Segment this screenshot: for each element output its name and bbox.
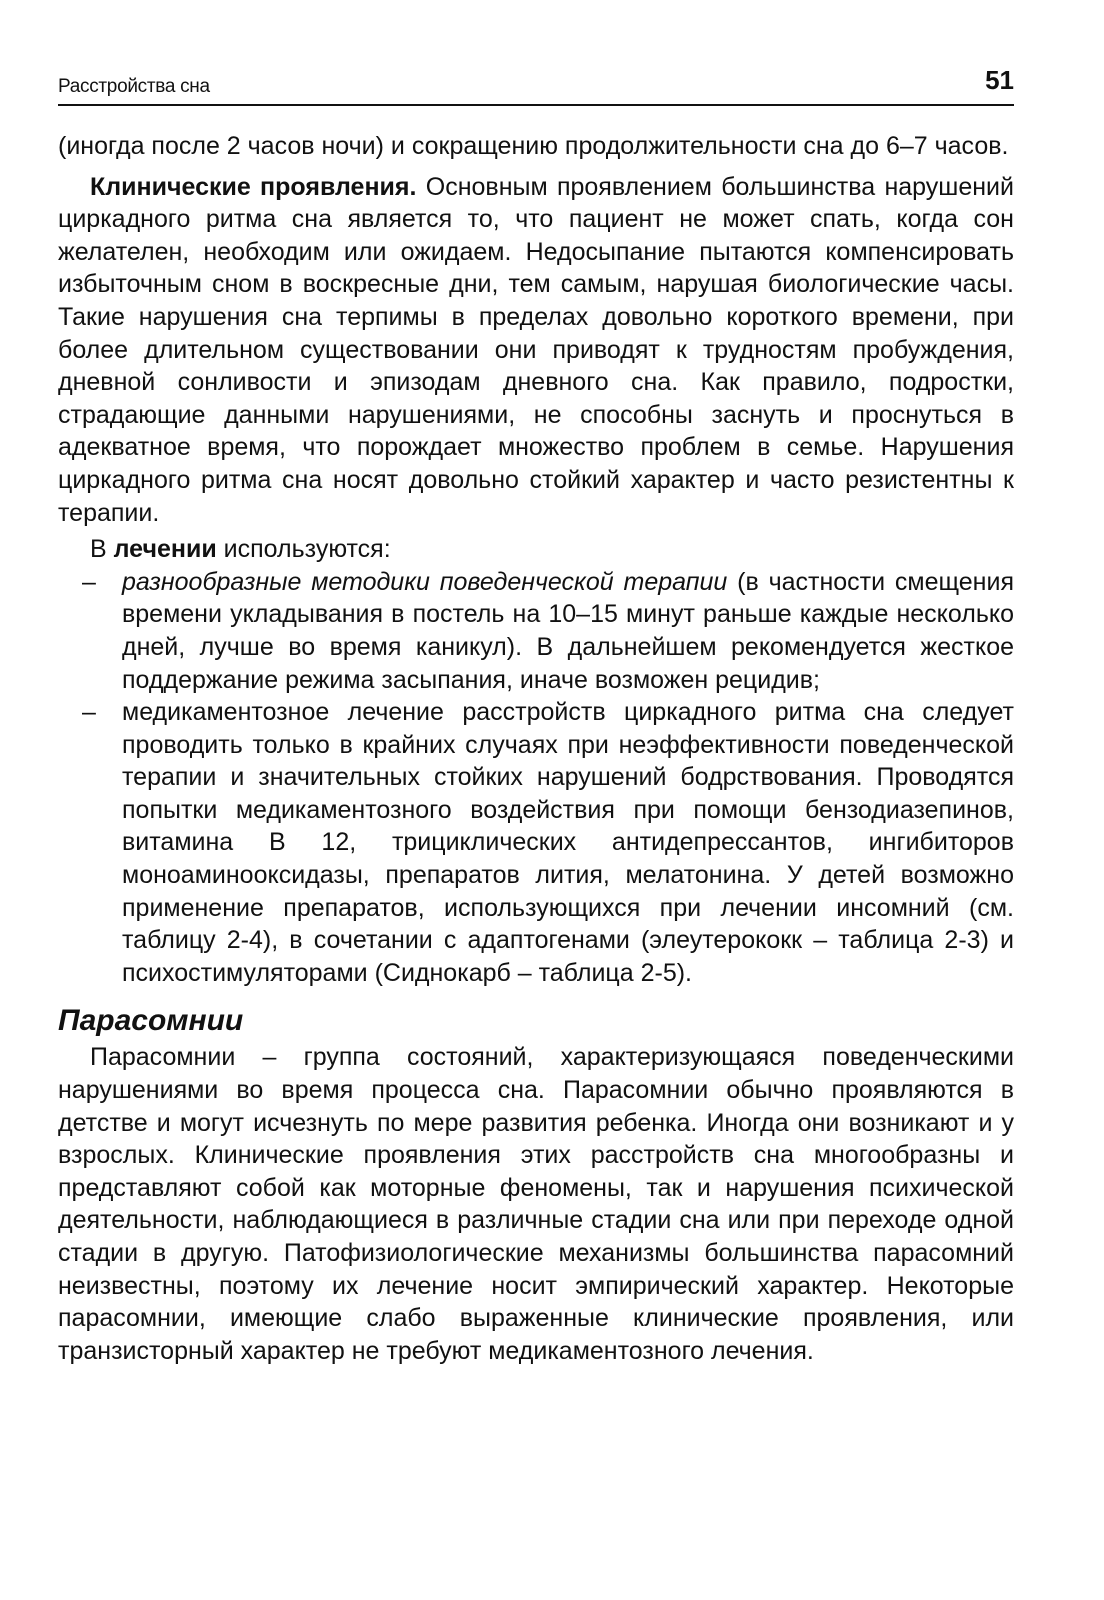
- treatment-intro-suffix: используются:: [216, 535, 391, 564]
- treatment-term: лечении: [113, 535, 217, 564]
- treatment-list: [58, 566, 1014, 990]
- list-item: [58, 696, 1014, 989]
- page-header: [58, 64, 1014, 106]
- page-number: 51: [985, 65, 1014, 95]
- paragraph-treatment-intro: [58, 533, 1014, 566]
- treatment-intro-prefix: В: [90, 535, 114, 564]
- dash-marker: –: [82, 567, 96, 596]
- section-heading: Парасомнии: [58, 1004, 244, 1038]
- running-title: Расстройства сна: [58, 76, 210, 97]
- list-item-text: медикаментозное лечение расстройств циркадного ритма сна следует проводить только в крайних случаях при неэффективности поведенческой терапии и значительных стойких нарушений бодрствования. Проводятся попытки медикаментозного воздействия при помощи бензодиазепинов, витамина В 12, трициклических антидепрессантов, ингибиторов моноаминооксидазы, препаратов лития, мелатонина. У детей возможно применение препаратов, использующихся при лечении инсомний (см. таблицу 2-4), в сочетании с адаптогенами (элеутерококк – таблица 2-3) и психостимуляторами (Сиднокарб – таблица 2-5).: [122, 698, 1014, 987]
- list-item-text: (в частности смещения времени укладывания в постель на 10–15 минут раньше каждые несколько дней, лучше во время каникул). В дальнейшем рекомендуется жесткое поддержание режима засыпания, иначе возможен рецидив;: [122, 567, 1014, 694]
- paragraph-lead-in: Клинические проявления.: [90, 172, 417, 201]
- paragraph-body: Основным проявлением большинства нарушений циркадного ритма сна является то, что пациент не может спать, когда сон желателен, необходим или ожидаем. Недосыпание пытаются компенсировать избыточным сном в воскресные дни, тем самым, нарушая биологические часы. Такие нарушения сна терпимы в пределах довольно короткого времени, при более длительном существовании они приводят к трудностям пробуждения, дневной сонливости и эпизодам дневного сна. Как правило, подростки, страдающие данными нарушениями, не способны заснуть и проснуться в адекватное время, что порождает множество проблем в семье. Нарушения циркадного ритма сна носят довольно стойкий характер и часто резистентны к терапии.: [58, 172, 1014, 527]
- paragraph-continuation: (иногда после 2 часов ночи) и сокращению продолжительности сна до 6–7 часов.: [58, 132, 1009, 160]
- dash-marker: –: [82, 698, 96, 727]
- paragraph-clinical: [58, 171, 1014, 530]
- list-item: [58, 566, 1014, 696]
- page-body: [58, 130, 1014, 1367]
- section-paragraph: Парасомнии – группа состояний, характеризующаяся поведенческими нарушениями во время процесса сна. Парасомнии обычно проявляются в детстве и могут исчезнуть по мере развития ребенка. Иногда они возникают и у взрослых. Клинические проявления этих расстройств сна многообразны и представляют собой как моторные феномены, так и нарушения психической деятельности, наблюдающиеся в различные стадии сна или при переходе одной стадии в другую. Патофизиологические механизмы большинства парасомний неизвестны, поэтому их лечение носит эмпирический характер. Некоторые парасомнии, имеющие слабо выраженные клинические проявления, или транзисторный характер не требуют медикаментозного лечения.: [58, 1043, 1014, 1365]
- list-item-emphasis: разнообразные методики поведенческой терапии: [122, 567, 728, 596]
